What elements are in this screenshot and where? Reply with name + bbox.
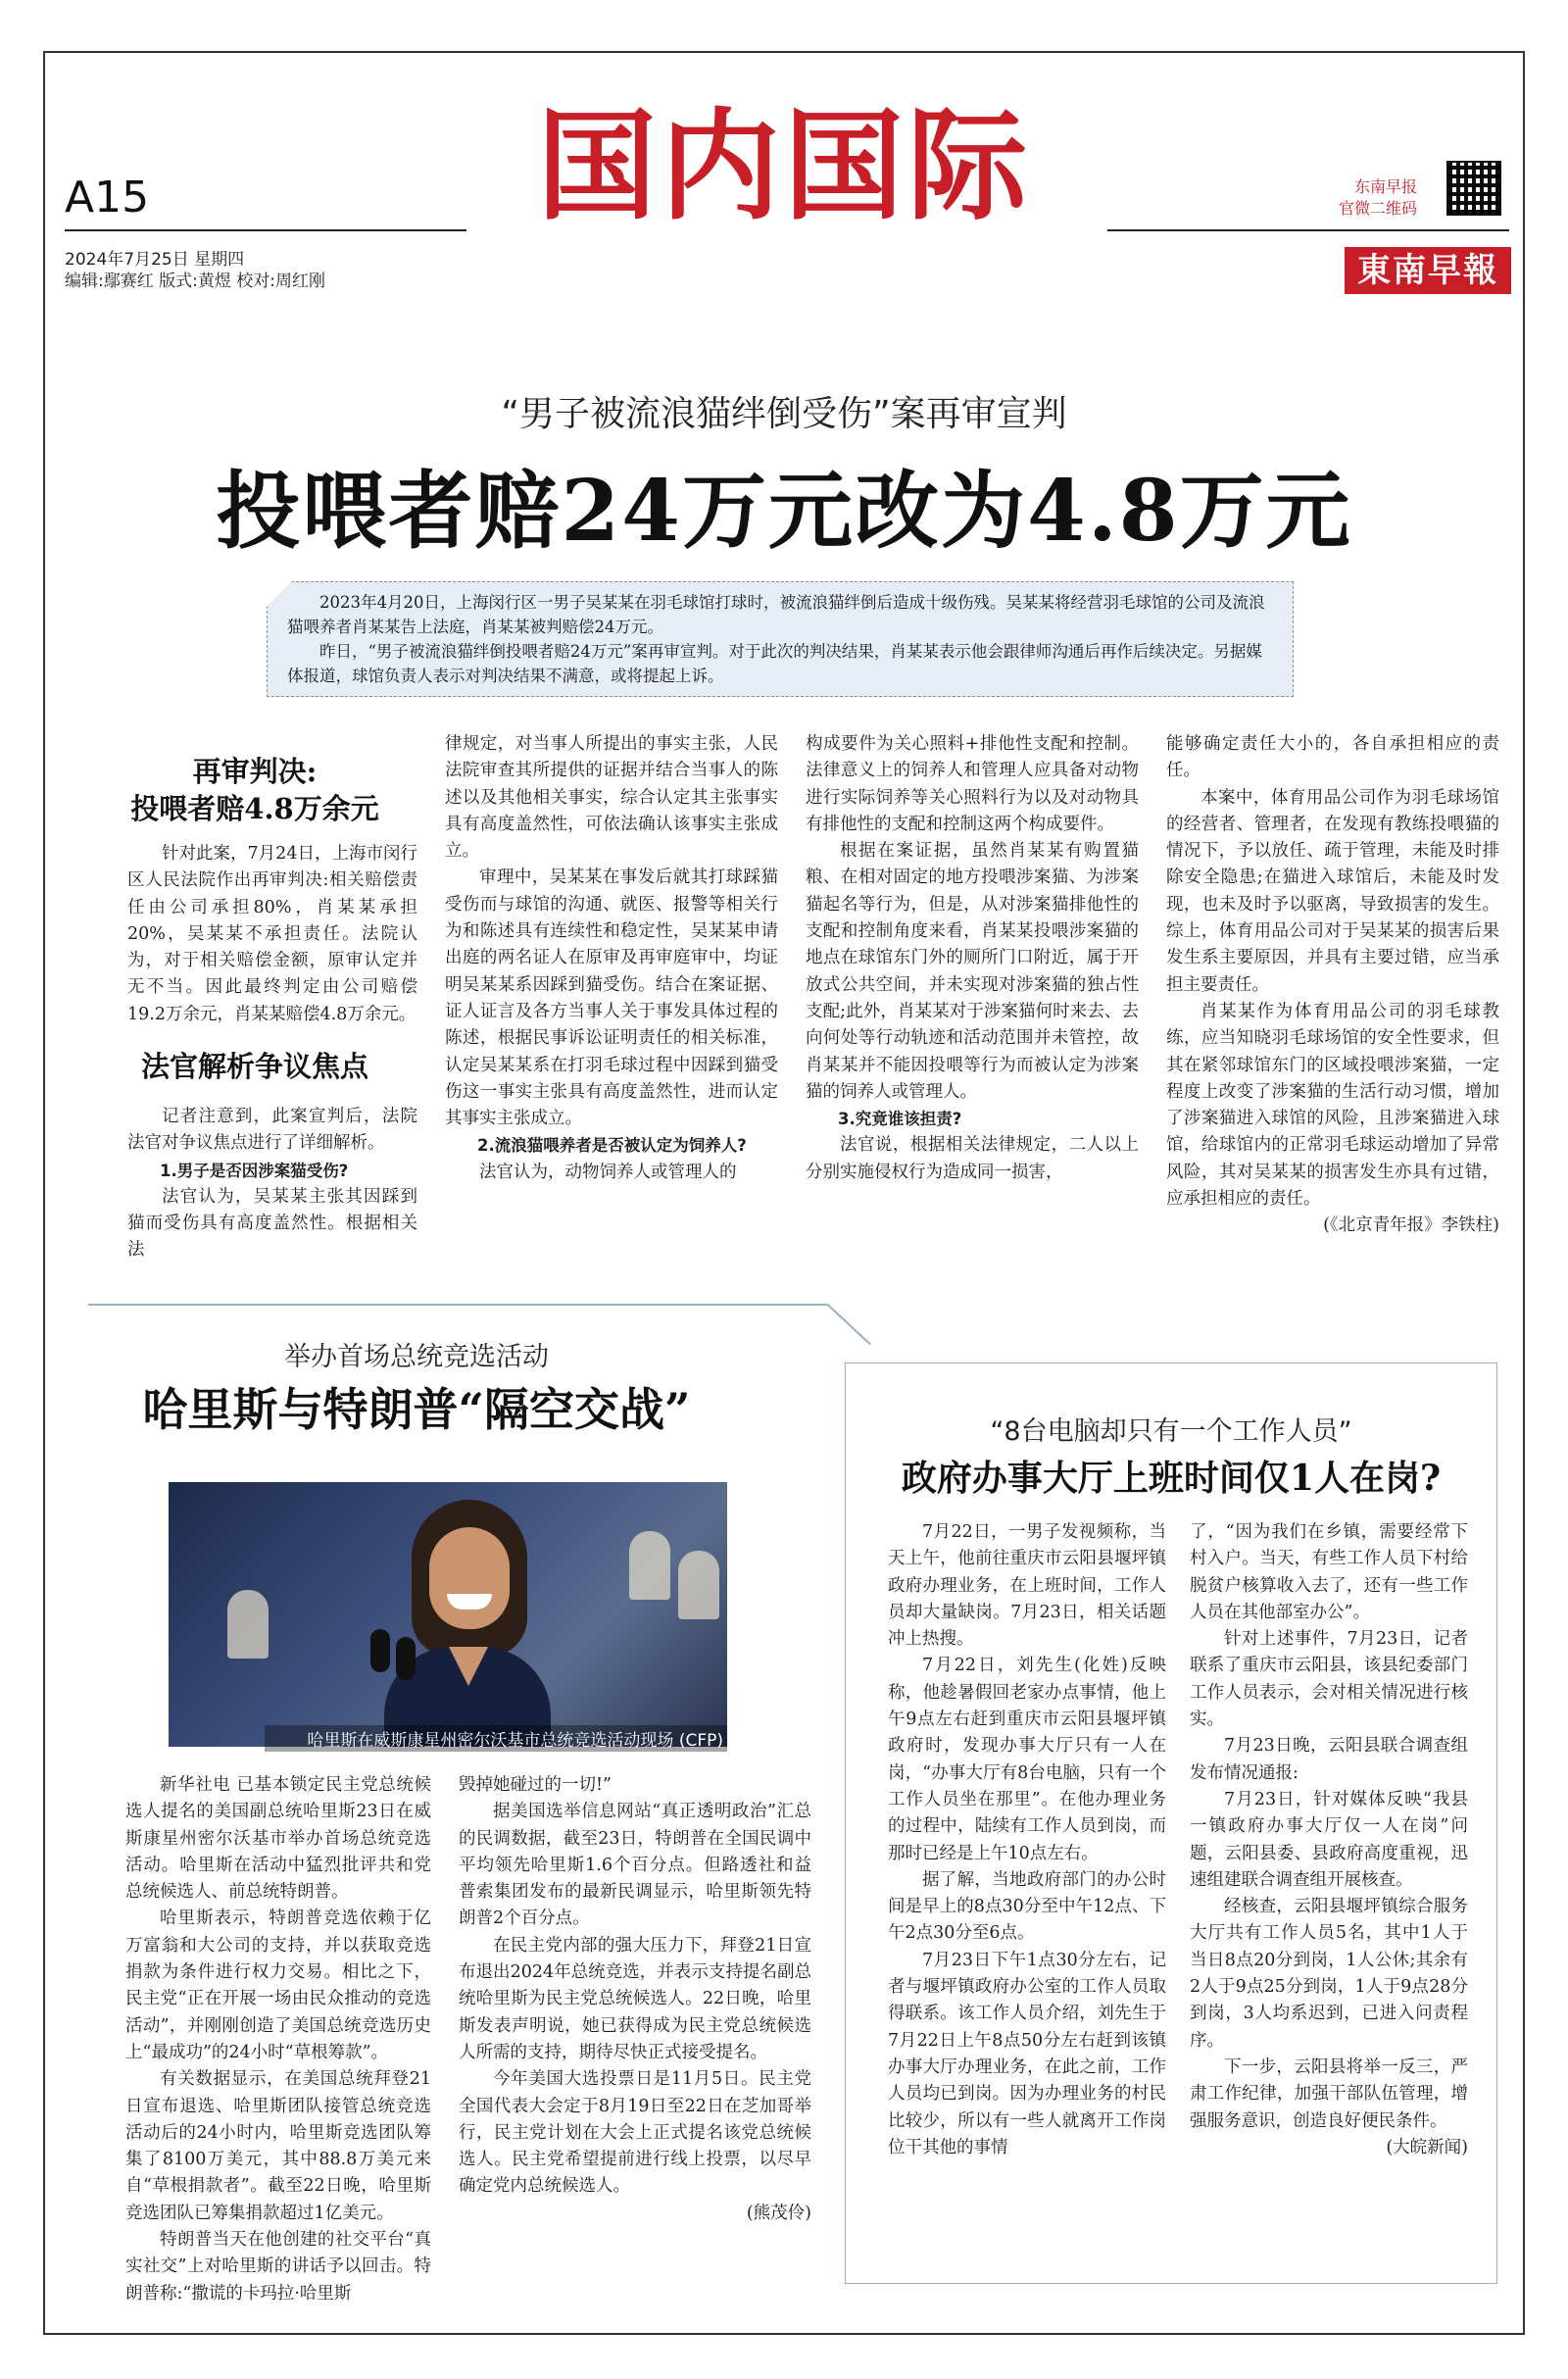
paragraph: 新华社电 已基本锁定民主党总统候选人提名的美国副总统哈里斯23日在威斯康星州密尔沃基市举办首场总统竞选活动。哈里斯在活动中猛烈批评共和党总统候选人、前总统特朗普。 (125, 1775, 431, 1903)
article1-column3 (806, 731, 1139, 1186)
article3-headline: 政府办事大厅上班时间仅1人在岗? (901, 1458, 1442, 1499)
article1-column1 (127, 841, 417, 1028)
lead-paragraph: 昨日，“男子被流浪猫绊倒投喂者赔24万元”案再审宣判。对于此次的判决结果，肖某某表示他会跟律师沟通后再作后续决定。另据媒体报道，球馆负责人表示对判决结果不满意，或将提起上诉。 (287, 642, 1262, 685)
paragraph: 记者注意到，此案宣判后，法院法官对争议焦点进行了详细解析。 (127, 1107, 417, 1154)
paragraph: 据了解，当地政府部门的办公时间是早上的8点30分至中午12点、下午2点30分至6点。 (888, 1869, 1166, 1944)
lead-paragraph: 2023年4月20日，上海闵行区一男子吴某某在羽毛球馆打球时，被流浪猫绊倒后造成十级伤残。吴某某将经营羽毛球馆的公司及流浪猫喂养者肖某某告上法庭，肖某某被判赔偿24万元。 (287, 593, 1265, 636)
paragraph: 特朗普当天在他创建的社交平台“真实社交”上对哈里斯的讲话予以回击。特朗普称:“撒谎的卡玛拉·哈里斯 (125, 2230, 431, 2304)
article1-lead (267, 581, 1294, 697)
paragraph: 法官认为，动物饲养人或管理人的 (479, 1162, 737, 1182)
qr-caption-line2: 官微二维码 (1339, 199, 1418, 218)
photo-caption: 哈里斯在威斯康星州密尔沃基市总统竞选活动现场 (CFP) (265, 1725, 727, 1752)
article-source: (《北京青年报》李铁柱) (1323, 1215, 1499, 1236)
paragraph: 据美国选举信息网站“真正透明政治”汇总的民调数据，截至23日，特朗普在全国民调中平均领先哈里斯1.6个百分点。但路透社和益普索集团发布的最新民调显示，哈里斯领先特朗普2个百分点。 (459, 1802, 811, 1929)
paragraph: 7月22日，一男子发视频称，当天上午，他前往重庆市云阳县堰坪镇政府办理业务，在上班时间，工作人员却大量缺岗。7月23日，相关话题冲上热搜。 (888, 1522, 1166, 1650)
subhead-line: 再审判决: (192, 755, 318, 788)
article3-column1 (888, 1519, 1166, 2161)
article1-headline: 投喂者赔24万元改为4.8万元 (216, 462, 1352, 561)
paragraph: 经核查，云阳县堰坪镇综合服务大厅共有工作人员5名，其中1人于当日8点20分到岗，1人公休;其余有2人于9点25分到岗，1人于9点28分到岗，3人均系迟到，已进入问责程序。 (1190, 1897, 1468, 2051)
paragraph: 在民主党内部的强大压力下，拜登21日宣布退出2024年总统竞选，并表示支持提名副总统哈里斯为民主党总统候选人。22日晚，哈里斯发表声明说，她已获得成为民主党总统候选人所需的支持，期待尽快正式接受提名。 (459, 1935, 811, 2062)
paragraph: 肖某某作为体育用品公司的羽毛球教练，应当知晓羽毛球场馆的安全性要求，但其在紧邻球馆东门的区域投喂涉案猫，一定程度上改变了涉案猫的生活行动习惯，增加了涉案猫进入球馆的风险，且涉案猫进入球馆，给球馆内的正常羽毛球运动增加了异常风险，其对吴某某的损害发生亦具有过错，应承担相应的责任。 (1166, 1001, 1499, 1210)
paragraph: 法官认为，吴某某主张其因踩到猫而受伤具有高度盖然性。根据相关法 (127, 1186, 417, 1261)
issue-date: 2024年7月25日 星期四 (65, 250, 245, 270)
photo-ornament (227, 1590, 269, 1659)
article2-kicker: 举办首场总统竞选活动 (284, 1342, 549, 1372)
qr-code-icon[interactable] (1446, 161, 1501, 216)
paragraph: 7月23日，针对媒体反映“我县一镇政府办事大厅仅一人在岗”问题，云阳县委、县政府高度重视，迅速组建联合调查组开展核查。 (1190, 1789, 1468, 1890)
article3-kicker: “8台电脑却只有一个工作人员” (990, 1416, 1352, 1447)
paragraph: 有关数据显示，在美国总统拜登21日宣布退选、哈里斯团队接管总统竞选活动后的24小时内，哈里斯竞选团队筹集了8100万美元，其中88.8万美元来自“草根捐款者”。截至22日晚，哈里斯竞选团队已筹集捐款超过1亿美元。 (125, 2069, 431, 2223)
paragraph: 审理中，吴某某在事发后就其打球踩猫受伤而与球馆的沟通、就医、报警等相关行为和陈述具有连续性和稳定性，吴某某申请出庭的两名证人在原审及再审庭审中，均证明吴某某系因踩到猫受伤。结合在案证据、证人证言及各方当事人关于事发具体过程的陈述，根据民事诉讼证明责任的相关标准，认定吴某某系在打羽毛球过程中因踩到猫受伤这一事实主张具有高度盖然性，进而认定其事实主张成立。 (445, 867, 778, 1129)
news-photo (169, 1482, 727, 1747)
question-heading: 3.究竟谁该担责? (838, 1110, 962, 1129)
paragraph: 了，“因为我们在乡镇，需要经常下村入户。当天，有些工作人员下村给脱贫户核算收入去了，还有一些工作人员在其他部室办公”。 (1190, 1522, 1468, 1622)
paragraph: 律规定，对当事人所提出的事实主张，人民法院审查其所提供的证据并结合当事人的陈述以及其他相关事实，综合认定其主张事实具有高度盖然性，可依法确认该事实主张成立。 (445, 734, 778, 862)
article1-column4 (1166, 731, 1499, 1240)
article-source: (大皖新闻) (1386, 2137, 1468, 2157)
paragraph: 针对此案，7月24日，上海市闵行区人民法院作出再审判决:相关赔偿责任由公司承担80%，肖某某承担20%，吴某某不承担责任。法院认为，对于相关赔偿金额，原审认定并无不当。因此最终判定由公司赔偿19.2万余元，肖某某赔偿4.8万余元。 (127, 844, 417, 1024)
microphone-icon (396, 1637, 416, 1680)
header-rule-left (65, 229, 466, 231)
paragraph: 能够确定责任大小的，各自承担相应的责任。 (1166, 734, 1499, 781)
header-rule-right (1107, 229, 1509, 231)
paragraph: 7月22日，刘先生(化姓)反映称，他趁暑假回老家办点事情，他上午9点左右赶到重庆市云阳县堰坪镇政府时，发现办事大厅只有一人在岗，“办事大厅有8台电脑，只有一个工作人员坐在那里”。在他办理业务的过程中，陆续有工作人员到岗，而那时已经是上午10点左右。 (888, 1656, 1166, 1863)
section-title: 国内国际 (537, 95, 1031, 236)
microphone-icon (370, 1629, 390, 1672)
lead-box-notch (267, 581, 292, 607)
issue-meta (65, 249, 325, 292)
paragraph: 7月23日下午1点30分左右，记者与堰坪镇政府办公室的工作人员取得联系。该工作人员介绍，刘先生于7月22日上午8点50分左右赶到该镇办事大厅办理业务，在此之前，工作人员均已到岗。因为办理业务的村民比较少，所以有一些人就离开工作岗位干其他的事情 (888, 1950, 1166, 2157)
paragraph: 7月23日晚，云阳县联合调查组发布情况通报: (1190, 1736, 1468, 1783)
article1-kicker: “男子被流浪猫绊倒受伤”案再审宣判 (501, 394, 1067, 434)
article-source: (熊茂伶) (746, 2203, 811, 2223)
paragraph: 本案中，体育用品公司作为羽毛球场馆的经营者、管理者，在发现有教练投喂猫的情况下，予以放任、疏于管理，未能及时排除安全隐患;在猫进入球馆后，未能及时发现，也未及时予以驱离，导致损害的发生。综上，体育用品公司对于吴某某的损害后果发生系主要原因，并具有主要过错，应当承担主要责任。 (1166, 787, 1499, 995)
page-number: A15 (65, 173, 150, 223)
paragraph: 哈里斯表示，特朗普竞选依赖于亿万富翁和大公司的支持，并以获取竞选捐款为条件进行权力交易。相比之下，民主党“正在开展一场由民众推动的竞选活动”，并刚刚创造了美国总统竞选历史上“最成功”的24小时“草根筹款”。 (125, 1908, 431, 2062)
question-heading: 2.流浪猫喂养者是否被认定为饲养人? (477, 1136, 747, 1156)
paragraph: 针对上述事件，7月23日，记者联系了重庆市云阳县，该县纪委部门工作人员表示，会对相关情况进行核实。 (1190, 1629, 1468, 1730)
editor-credits: 编辑:鄢赛红 版式:黄煜 校对:周红刚 (65, 272, 325, 291)
article1-column2 (445, 731, 778, 1186)
article1-column1b (127, 1104, 417, 1264)
section-divider (88, 1304, 828, 1306)
subhead-line: 投喂者赔4.8万余元 (130, 792, 379, 825)
paragraph: 今年美国大选投票日是11月5日。民主党全国代表大会定于8月19日至22日在芝加哥举行，民主党计划在大会上正式提名该党总统候选人。民主党希望提前进行线上投票，以尽早确定党内总统候选人。 (459, 2069, 811, 2197)
article2-headline: 哈里斯与特朗普“隔空交战” (142, 1383, 691, 1436)
article2-column2 (459, 1772, 811, 2227)
photo-subject (384, 1500, 551, 1747)
article1-subhead2: 法官解析争议焦点 (140, 1050, 368, 1083)
paragraph: 下一步，云阳县将举一反三，严肃工作纪律，加强干部队伍管理，增强服务意识，创造良好便民条件。 (1190, 2057, 1468, 2131)
article1-subhead1 (98, 753, 412, 827)
newspaper-logo: 東南早報 (1345, 247, 1511, 294)
photo-ornament (678, 1551, 719, 1619)
paragraph: 根据在案证据，虽然肖某某有购置猫粮、在相对固定的地方投喂涉案猫、为涉案猫起名等行为，但是，从对涉案猫排他性的支配和控制角度来看，肖某某投喂涉案猫的地点在球馆东门外的厕所门口附近，属于开放式公共空间，并未实现对涉案猫的独占性支配;此外，肖某某对于涉案猫何时来去、去向何处等行动轨迹和活动范围并未管控，故肖某某并不能因投喂等行为而被认定为涉案猫的饲养人或管理人。 (806, 841, 1139, 1102)
paragraph: 毁掉她碰过的一切!” (459, 1775, 612, 1795)
photo-ornament (629, 1531, 670, 1600)
qr-caption (1339, 176, 1417, 220)
question-heading: 1.男子是否因涉案猫受伤? (160, 1161, 349, 1180)
qr-caption-line1: 东南早报 (1354, 177, 1418, 196)
article2-column1 (125, 1772, 431, 2307)
paragraph: 构成要件为关心照料+排他性支配和控制。法律意义上的饲养人和管理人应具备对动物进行实际饲养等关心照料行为以及对动物具有排他性的支配和控制这两个构成要件。 (806, 734, 1139, 834)
article3-column2 (1190, 1519, 1468, 2161)
paragraph: 法官说，根据相关法律规定，二人以上分别实施侵权行为造成同一损害， (806, 1135, 1139, 1182)
